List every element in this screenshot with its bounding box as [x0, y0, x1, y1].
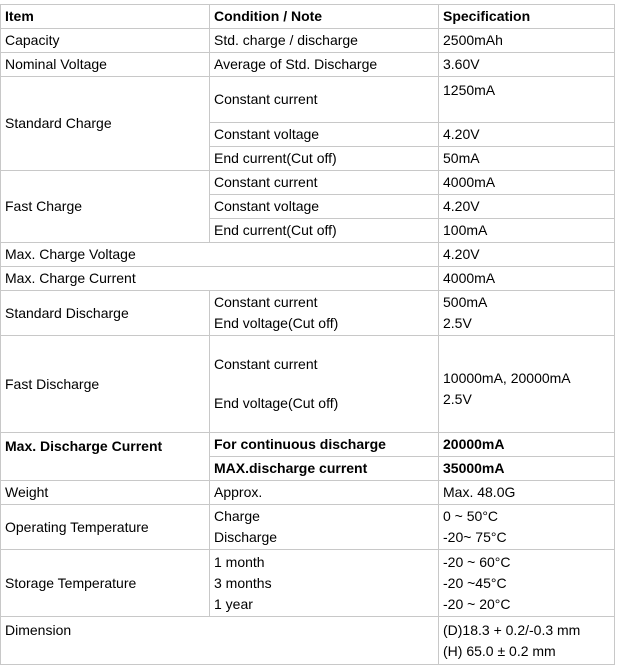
max-discharge-continuous-condition: For continuous discharge	[210, 433, 439, 457]
capacity-item: Capacity	[1, 29, 210, 53]
storage-condition-2: 3 months	[214, 574, 272, 591]
fast-discharge-end-spec: 2.5V	[443, 391, 472, 407]
max-charge-current-spec: 4000mA	[439, 267, 615, 291]
header-condition: Condition / Note	[210, 5, 439, 29]
standard-discharge-item: Standard Discharge	[1, 291, 210, 336]
standard-discharge-cc-spec: 500mA	[443, 294, 488, 310]
storage-temperature-specs	[439, 550, 615, 617]
standard-charge-cv-spec: 4.20V	[439, 123, 615, 147]
dimension-item: Dimension	[1, 617, 439, 665]
fast-charge-cv-spec: 4.20V	[439, 195, 615, 219]
fast-charge-end-condition: End current(Cut off)	[210, 219, 439, 243]
fast-discharge-cc-spec: 10000mA, 20000mA	[443, 370, 571, 386]
table-header-row	[1, 5, 615, 29]
fast-discharge-cc-condition: Constant current	[214, 356, 318, 372]
storage-spec-3: -20 ~ 20°C	[443, 595, 511, 612]
standard-charge-end-condition: End current(Cut off)	[210, 147, 439, 171]
dimension-d-spec: (D)18.3 + 0.2/-0.3 mm	[443, 621, 581, 638]
table-row	[1, 336, 615, 433]
operating-temperature-conditions	[210, 505, 439, 550]
storage-spec-1: -20 ~ 60°C	[443, 553, 511, 570]
capacity-condition: Std. charge / discharge	[210, 29, 439, 53]
table-row	[1, 171, 615, 195]
table-row	[1, 291, 615, 336]
standard-charge-item: Standard Charge	[1, 77, 210, 171]
max-discharge-continuous-spec: 20000mA	[439, 433, 615, 457]
table-row	[1, 481, 615, 505]
storage-condition-3: 1 year	[214, 595, 253, 612]
table-row	[1, 29, 615, 53]
table-row	[1, 617, 615, 665]
standard-charge-cc-condition: Constant current	[210, 77, 439, 123]
standard-discharge-specs	[439, 291, 615, 336]
operating-charge-condition: Charge	[214, 508, 260, 524]
storage-temperature-item: Storage Temperature	[1, 550, 210, 617]
capacity-spec: 2500mAh	[439, 29, 615, 53]
operating-charge-spec: 0 ~ 50°C	[443, 508, 499, 524]
spacer	[214, 375, 438, 393]
max-charge-voltage-item: Max. Charge Voltage	[1, 243, 439, 267]
standard-charge-cv-condition: Constant voltage	[210, 123, 439, 147]
fast-discharge-end-condition: End voltage(Cut off)	[214, 395, 339, 411]
standard-discharge-cc-condition: Constant current	[214, 294, 318, 310]
table-row	[1, 505, 615, 550]
operating-temperature-item: Operating Temperature	[1, 505, 210, 550]
max-discharge-current-item: Max. Discharge Current	[1, 433, 210, 481]
fast-discharge-specs	[439, 336, 615, 433]
specification-table	[0, 4, 615, 665]
storage-spec-2: -20 ~45°C	[443, 574, 507, 591]
fast-charge-item: Fast Charge	[1, 171, 210, 243]
weight-item: Weight	[1, 481, 210, 505]
nominal-voltage-item: Nominal Voltage	[1, 53, 210, 77]
table-row	[1, 433, 615, 457]
dimension-specs	[439, 617, 615, 665]
fast-charge-cv-condition: Constant voltage	[210, 195, 439, 219]
fast-charge-cc-spec: 4000mA	[439, 171, 615, 195]
max-discharge-max-spec: 35000mA	[439, 457, 615, 481]
max-charge-current-item: Max. Charge Current	[1, 267, 439, 291]
fast-discharge-conditions	[210, 336, 439, 433]
operating-discharge-condition: Discharge	[214, 529, 278, 545]
nominal-voltage-condition: Average of Std. Discharge	[210, 53, 439, 77]
operating-discharge-spec: -20~ 75°C	[443, 529, 507, 545]
standard-discharge-conditions	[210, 291, 439, 336]
max-discharge-max-condition: MAX.discharge current	[210, 457, 439, 481]
header-specification: Specification	[439, 5, 615, 29]
standard-discharge-end-condition: End voltage(Cut off)	[214, 315, 339, 331]
table-row	[1, 550, 615, 617]
dimension-h-spec: (H) 65.0 ± 0.2 mm	[443, 642, 556, 659]
weight-spec: Max. 48.0G	[439, 481, 615, 505]
nominal-voltage-spec: 3.60V	[439, 53, 615, 77]
storage-temperature-conditions	[210, 550, 439, 617]
operating-temperature-specs	[439, 505, 615, 550]
standard-discharge-end-spec: 2.5V	[443, 315, 472, 331]
fast-discharge-item: Fast Discharge	[1, 336, 210, 433]
weight-condition: Approx.	[210, 481, 439, 505]
table-row	[1, 77, 615, 123]
table-row	[1, 53, 615, 77]
fast-charge-end-spec: 100mA	[439, 219, 615, 243]
header-item: Item	[1, 5, 210, 29]
storage-condition-1: 1 month	[214, 553, 265, 570]
table-row	[1, 243, 615, 267]
fast-charge-cc-condition: Constant current	[210, 171, 439, 195]
standard-charge-end-spec: 50mA	[439, 147, 615, 171]
max-charge-voltage-spec: 4.20V	[439, 243, 615, 267]
standard-charge-cc-spec: 1250mA	[439, 77, 615, 123]
table-row	[1, 267, 615, 291]
